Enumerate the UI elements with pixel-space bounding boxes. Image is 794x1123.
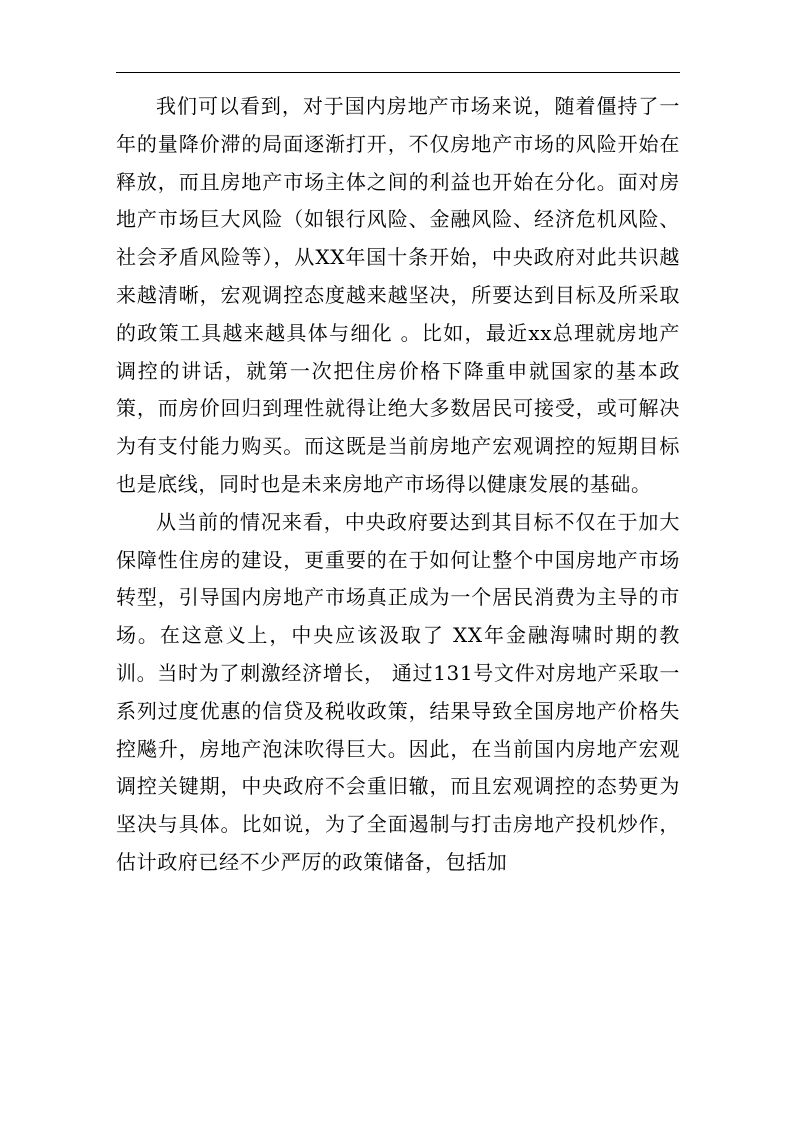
- header-rule: [116, 72, 680, 73]
- paragraph-1: 我们可以看到，对于国内房地产市场来说，随着僵持了一年的量降价滞的局面逐渐打开，不仅房地产市场的风险开始在释放，而且房地产市场主体之间的利益也开始在分化。面对房地产市场巨大风险（如银行风险、金融风险、经济危机风险、社会矛盾风险等），从XX年国十条开始，中央政府对此共识越来越清晰，宏观调控态度越来越坚决，所要达到目标及所采取的政策工具越来越具体与细化 。比如，最近xx总理就房地产调控的讲话，就第一次把住房价格下降重申就国家的基本政策，而房价回归到理性就得让绝大多数居民可接受，或可解决为有支付能力购买。而这既是当前房地产宏观调控的短期目标也是底线，同时也是未来房地产市场得以健康发展的基础。: [116, 94, 680, 496]
- paragraph-2: 从当前的情况来看，中央政府要达到其目标不仅在于加大保障性住房的建设，更重要的在于如何让整个中国房地产市场转型，引导国内房地产市场真正成为一个居民消费为主导的市场。在这意义上，中央应该汲取了 XX年金融海啸时期的教训。当时为了刺激经济增长， 通过131号文件对房地产采取一系列过度优惠的信贷及税收政策，结果导致全国房地产价格失控飚升，房地产泡沫吹得巨大。因此，在当前国内房地产宏观调控关键期，中央政府不会重旧辙，而且宏观调控的态势更为坚决与具体。比如说，为了全面遏制与打击房地产投机炒作，估计政府已经不少严厉的政策储备，包括加: [116, 509, 680, 874]
- body-text: [116, 88, 680, 882]
